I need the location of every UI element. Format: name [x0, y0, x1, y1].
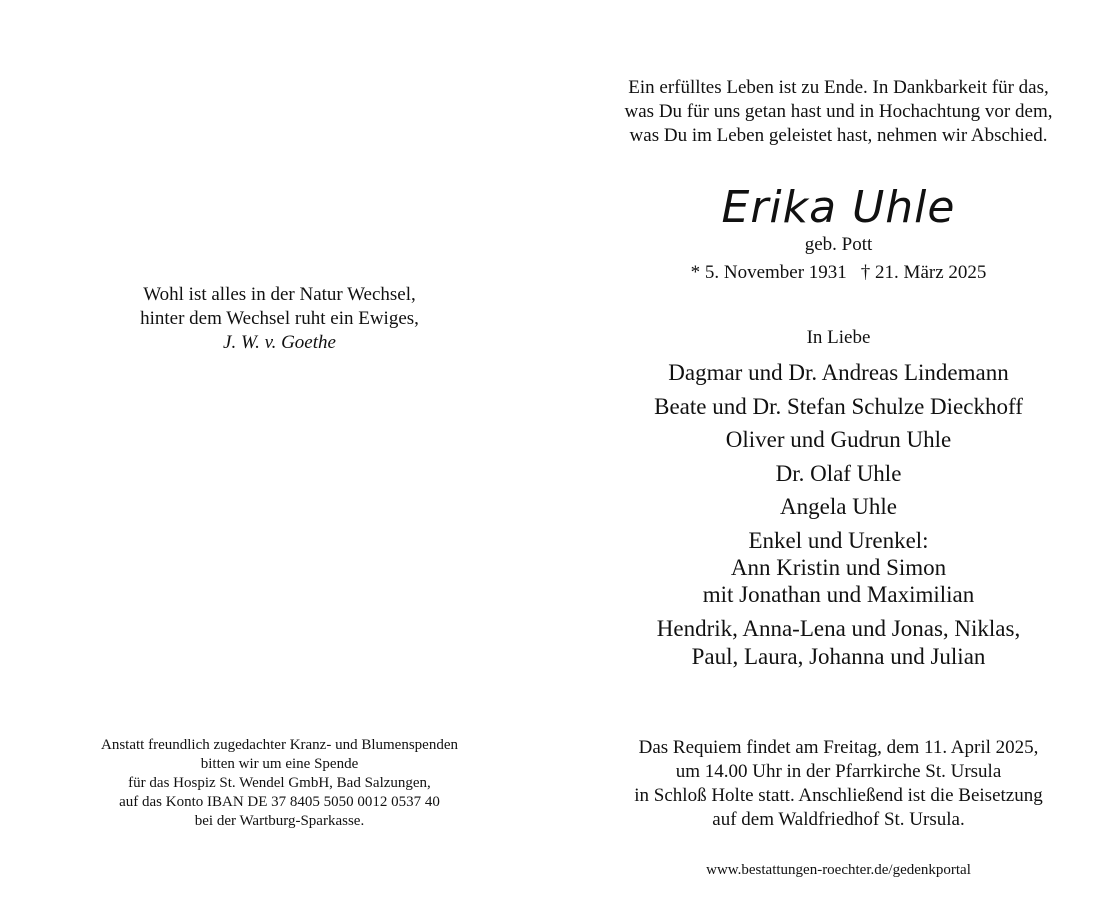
grandchildren-entry: Hendrik, Anna-Lena und Jonas, Niklas,	[656, 616, 1021, 641]
intro-line: was Du im Leben geleistet hast, nehmen wir Abschied.	[629, 125, 1048, 146]
grandchildren-more	[559, 615, 1118, 671]
service-line: um 14.00 Uhr in der Pfarrkirche St. Ursula	[675, 761, 1002, 782]
donation-line: bitten wir um eine Spende	[200, 756, 359, 772]
mourner-entry: Oliver und Gudrun Uhle	[725, 427, 952, 452]
service-line: in Schloß Holte statt. Anschließend ist die Beisetzung	[634, 785, 1043, 806]
in-love-label: In Liebe	[806, 327, 871, 348]
quote-line: Wohl ist alles in der Natur Wechsel,	[143, 284, 416, 305]
grandchildren-entry: mit Jonathan und Maximilian	[702, 582, 975, 607]
service-line: auf dem Waldfriedhof St. Ursula.	[712, 809, 965, 830]
donation-line: bei der Wartburg-Sparkasse.	[194, 813, 365, 829]
intro-line: Ein erfülltes Leben ist zu Ende. In Dankbarkeit für das,	[628, 77, 1049, 98]
grandchildren-list	[559, 527, 1118, 608]
intro-text	[559, 76, 1118, 148]
donation-line: für das Hospiz St. Wendel GmbH, Bad Salzungen,	[128, 775, 431, 791]
service-details	[559, 736, 1118, 832]
quote-author: J. W. v. Goethe	[223, 332, 336, 353]
mourners-list	[559, 356, 1118, 524]
quote-line: hinter dem Wechsel ruht ein Ewiges,	[140, 308, 419, 329]
grandchildren-entry: Ann Kristin und Simon	[730, 555, 947, 580]
memorial-portal-link[interactable]: www.bestattungen-roechter.de/gedenkportal	[706, 862, 971, 878]
life-dates	[559, 261, 1118, 285]
intro-line: was Du für uns getan hast und in Hochachtung vor dem,	[624, 101, 1053, 122]
maiden-name: geb. Pott	[804, 234, 873, 255]
birth-date: * 5. November 1931	[690, 262, 847, 283]
goethe-quote	[0, 283, 559, 355]
service-line: Das Requiem findet am Freitag, dem 11. April 2025,	[638, 737, 1039, 758]
donation-note	[0, 736, 559, 831]
donation-line: auf das Konto IBAN DE 37 8405 5050 0012 0537 40	[119, 794, 440, 810]
donation-line: Anstatt freundlich zugedachter Kranz- und Blumenspenden	[101, 737, 458, 753]
mourner-entry: Angela Uhle	[780, 494, 897, 519]
grandchildren-entry: Paul, Laura, Johanna und Julian	[691, 644, 986, 669]
deceased-name: Erika Uhle	[721, 182, 956, 233]
death-date: † 21. März 2025	[860, 262, 987, 283]
right-page	[559, 0, 1118, 900]
mourner-entry: Dr. Olaf Uhle	[775, 460, 902, 486]
grandchildren-heading: Enkel und Urenkel:	[748, 528, 929, 553]
mourner-entry: Beate und Dr. Stefan Schulze Dieckhoff	[654, 393, 1023, 419]
mourner-entry: Dagmar und Dr. Andreas Lindemann	[668, 360, 1009, 385]
